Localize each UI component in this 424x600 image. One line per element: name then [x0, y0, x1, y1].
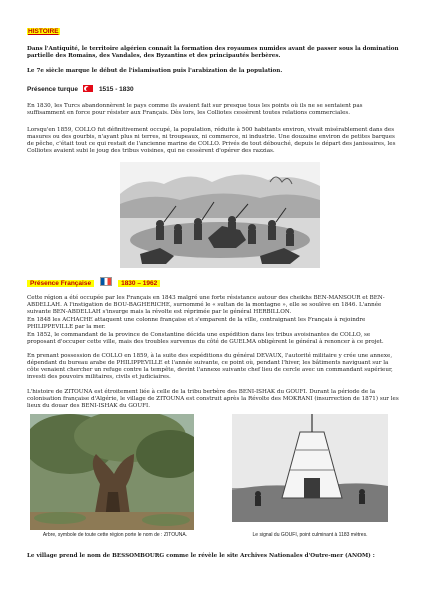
footer-paragraph: Le village prend le nom de BESSOMBOURG comme le révèle le site Archives Nationales d'Outre-mer (ANOM) : [27, 553, 375, 559]
goufi-signal-caption: Le signal du GOUFI, point culminant à 1183 mètres. [252, 532, 368, 538]
battle-engraving-image [120, 162, 320, 268]
histoire-paragraph-2: Le 7e siècle marque le début de l'islamisation puis l'arabization de la population. [27, 68, 283, 74]
french-flag-icon [100, 277, 112, 286]
olive-tree-caption: Arbre, symbole de toute cette région porte le nom de : ZITOUNA. [42, 532, 188, 538]
goufi-signal-photo [232, 414, 388, 522]
francaise-paragraph-5: L'histoire de ZITOUNA est étroitement liée à celle de la tribu berbère des BENI-ISHAK du GOUFI. Durant la période de la colonisation française d'Algérie, le village de ZITOUNA est construit après la Révolte des MOKRANI (insurrection de 1871) sur les lieux du douar des BENI-ISHAK du GOUFI. [27, 389, 399, 409]
turc-paragraph-1: En 1830, les Turcs abandonnèrent le pays comme ils avaient fait sur presque tous les points où ils ne se sentaient pas suffisamment en force pour résister aux Français. Dès lors, les Colliotes cessèrent toutes relations commerciales. [27, 103, 363, 116]
turc-heading [27, 85, 134, 94]
histoire-heading: HISTOIRE [28, 28, 59, 35]
francaise-paragraph-4: En prenant possession de COLLO en 1859, à la suite des expéditions du général DEVAUX, l'autorité militaire y crée une annexe, dépendant du bureau arabe de PHILIPPEVILLE et l'année suivante, ce point où, pendant l'hiver, les bâtiments naviguant sur la côte venaient chercher un refuge contre la tempête, devint l'annexe suivante chef lieu de cercle avec un commandant supérieur, investi des pouvoirs militaires, civils et judiciaires. [27, 353, 393, 380]
turc-dates: 1515 - 1830 [98, 86, 134, 93]
francaise-heading-label: Présence Française [27, 280, 94, 287]
histoire-paragraph-1: Dans l'Antiquité, le territoire algérien connaît la formation des royaumes numides avant de passer sous la domination partielle des Romains, des Vandales, des Byzantins et des principautés berbères. [27, 46, 399, 59]
francaise-dates: 1830 – 1962 [118, 280, 160, 287]
turc-heading-label: Présence turque [27, 86, 78, 93]
francaise-heading [27, 277, 160, 288]
francaise-paragraph-1: Cette région a été occupée par les Français en 1843 malgré une forte résistance autour des cheikhs BEN-MANSOUR et BEN-ABDELLAH. A l'instigation de BOU-BAGHERICHE, surnommé le « sultan de la montagne », elle se soulève en 1846. L'année suivante BEN-ABDELLAH s'insurge mais la révolte est réprimée par le général HERBILLON. [27, 295, 385, 315]
turc-paragraph-2: Lorsqu'en 1859, COLLO fut définitivement occupé, la population, réduite à 500 habitants environ, vivait misérablement dans des masures ou des gourbis, n'ayant plus ni terres, ni troupeaux, ni commerce, ni industrie. Une douzaine environ de petites barques de pêche, c'était tout ce qui restait de l'ancienne marine de COLLO. Privés de tout débouché, depuis le départ des janissaires, les Colliotes avaient subi le joug des tribus voisines, qui ne cessèrent d'opérer des razzias. [27, 127, 396, 154]
francaise-paragraph-2: En 1848 les ACHACHE attaquent une colonne française et s'emparent de la ville, contraignant les Français à rejoindre PHILIPPEVILLE par la mer. [27, 317, 366, 330]
francaise-paragraph-3: En 1852, le commandant de la province de Constantine décida une expédition dans les tribus avoisinantes de COLLO, se proposant d'occuper cette ville, mais des troubles survenus du côté de GUELMA obligèrent le général à renoncer à ce projet. [27, 332, 384, 345]
turkish-flag-icon [83, 85, 93, 92]
olive-tree-photo [30, 414, 194, 530]
